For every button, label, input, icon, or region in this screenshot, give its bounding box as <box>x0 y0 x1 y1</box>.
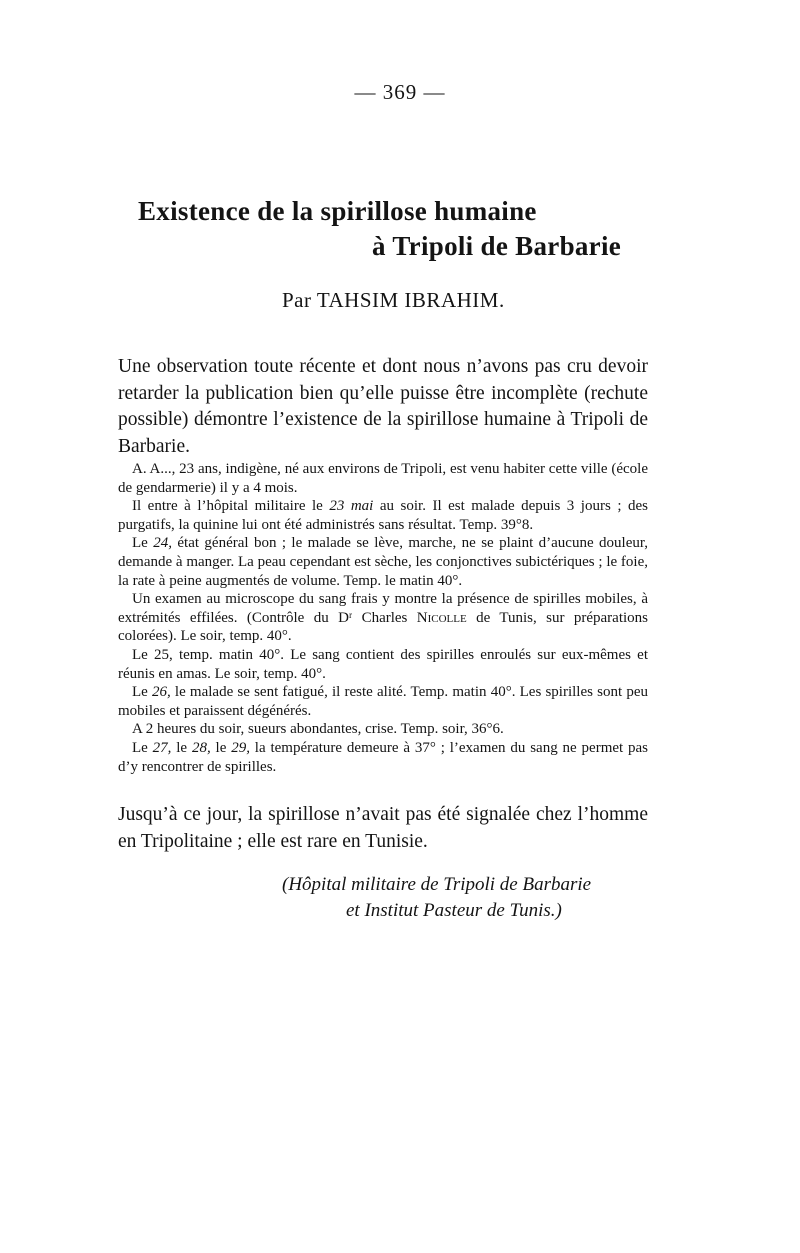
affiliation <box>282 872 662 924</box>
case-date: 28, <box>191 739 211 756</box>
case-text: le <box>171 739 192 756</box>
person-name: Nicolle <box>416 609 467 626</box>
case-text: de Tunis, sur préparations colorées). Le soir, temp. 40°. <box>118 609 648 645</box>
case-text: le <box>210 739 232 756</box>
case-paragraph-2 <box>118 497 648 534</box>
case-paragraph-3 <box>118 534 648 590</box>
case-paragraph-1: A. A..., 23 ans, indigène, né aux environs de Tripoli, est venu habiter cette ville (école de gendarmerie) il y a 4 mois. <box>118 461 648 496</box>
case-text: la température demeure à 37° ; l’examen du sang ne permet pas d’y rencontrer de spirilles. <box>118 739 649 775</box>
intro-paragraph: Une observation toute récente et dont nous n’avons pas cru devoir retarder la publication bien qu’elle puisse être incomplète (rechute possible) démontre l’existence de la spirillose humaine à Tripoli de Barbarie. <box>118 356 648 457</box>
case-date: 26, <box>152 684 171 701</box>
article-title-line-2: à Tripoli de Barbarie <box>372 231 622 261</box>
case-date: 24, <box>153 535 172 552</box>
case-paragraph-6 <box>118 683 648 720</box>
case-text: Il entre à l’hôpital militaire le <box>132 498 330 515</box>
case-date: 27, <box>152 739 172 756</box>
case-text: Le <box>132 739 153 756</box>
case-date: 29, <box>231 739 250 756</box>
case-text: au soir. Il est malade depuis 3 jours ; des purgatifs, la quinine lui ont été administrés sans résultat. Temp. 39°8. <box>118 498 648 533</box>
case-text: le malade se sent fatigué, il reste alité. Temp. matin 40°. Les spirilles sont peu mobiles et paraissent dégénérés. <box>118 684 648 719</box>
conclusion-paragraph: Jusqu’à ce jour, la spirillose n’avait pas été signalée chez l’homme en Tripolitaine ; elle est rare en Tunisie. <box>118 804 648 852</box>
case-paragraph-8 <box>118 739 648 776</box>
case-text: Le <box>132 535 154 552</box>
case-text: Un examen au microscope du sang frais y montre la présence de spirilles mobiles, à extrémités effilées. (Contrôle du Dʳ Charles <box>118 591 648 626</box>
case-date: 23 mai <box>329 498 374 515</box>
author-byline: Par TAHSIM IBRAHIM. <box>282 288 505 312</box>
affiliation-line-1: (Hôpital militaire de Tripoli de Barbarie <box>282 874 592 895</box>
case-paragraph-5: Le 25, temp. matin 40°. Le sang contient des spirilles enroulés sur eux-mêmes et réunis en amas. Le soir, temp. 40°. <box>118 646 648 682</box>
case-text: état général bon ; le malade se lève, marche, ne se plaint d’aucune douleur, demande à manger. La peau cependant est sèche, les conjonctives subictériques ; le foie, la rate à peine augmentés de volume. Temp. le matin 40°. <box>118 535 648 589</box>
case-text: Le <box>132 684 152 701</box>
page-number: — 369 — <box>354 80 446 104</box>
case-paragraph-4 <box>118 590 648 646</box>
case-report <box>118 460 648 776</box>
affiliation-line-2: et Institut Pasteur de Tunis.) <box>346 900 562 921</box>
case-paragraph-7: A 2 heures du soir, sueurs abondantes, crise. Temp. soir, 36°6. <box>132 721 504 738</box>
article-title-line-1: Existence de la spirillose humaine <box>138 196 537 226</box>
